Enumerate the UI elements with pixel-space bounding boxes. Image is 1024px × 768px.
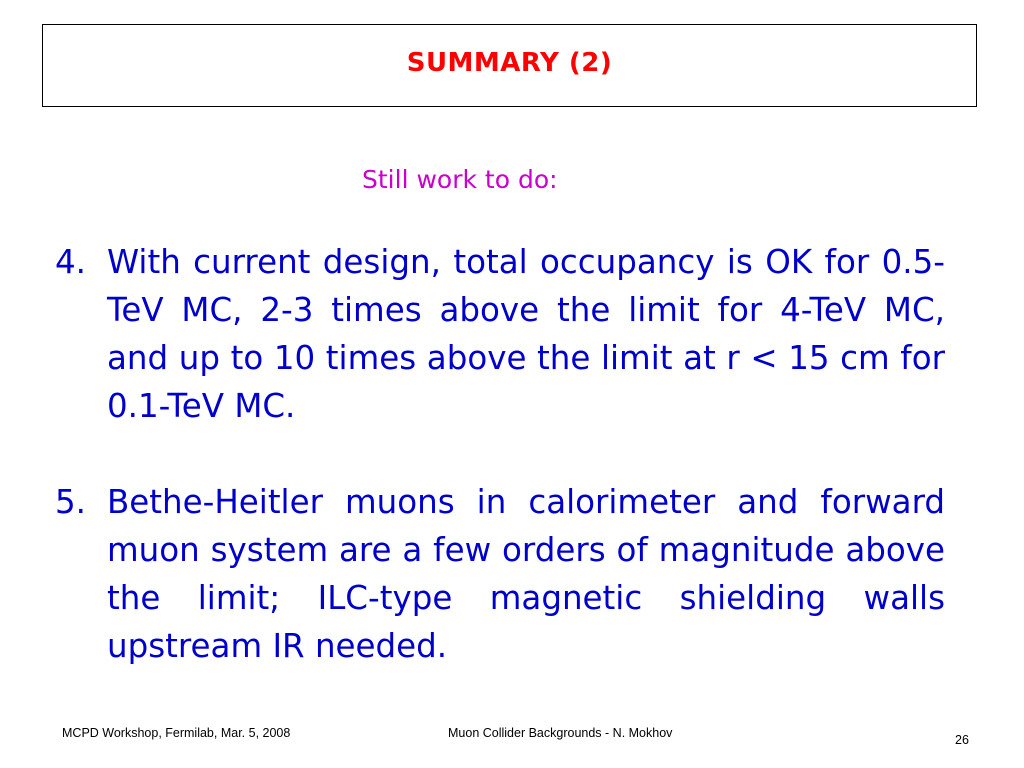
footer-event: MCPD Workshop, Fermilab, Mar. 5, 2008 (62, 726, 291, 740)
item-number: 4. (55, 243, 87, 281)
list-item (55, 478, 945, 670)
item-text: With current design, total occupancy is OK for 0.5-TeV MC, 2-3 times above the limit for 4-TeV MC, and up to 10 times above the limit at r < 15 cm for 0.1-TeV MC. (107, 243, 945, 425)
list-item (55, 238, 945, 430)
footer-talk-title: Muon Collider Backgrounds - N. Mokhov (448, 726, 673, 740)
slide-title: SUMMARY (2) (406, 47, 613, 78)
page-number: 26 (955, 733, 969, 747)
title-box (42, 24, 977, 107)
item-text: Bethe-Heitler muons in calorimeter and forward muon system are a few orders of magnitude above the limit; ILC-type magnetic shielding walls upstream IR needed. (107, 483, 945, 665)
slide-subtitle: Still work to do: (362, 165, 558, 194)
item-number: 5. (55, 483, 87, 521)
